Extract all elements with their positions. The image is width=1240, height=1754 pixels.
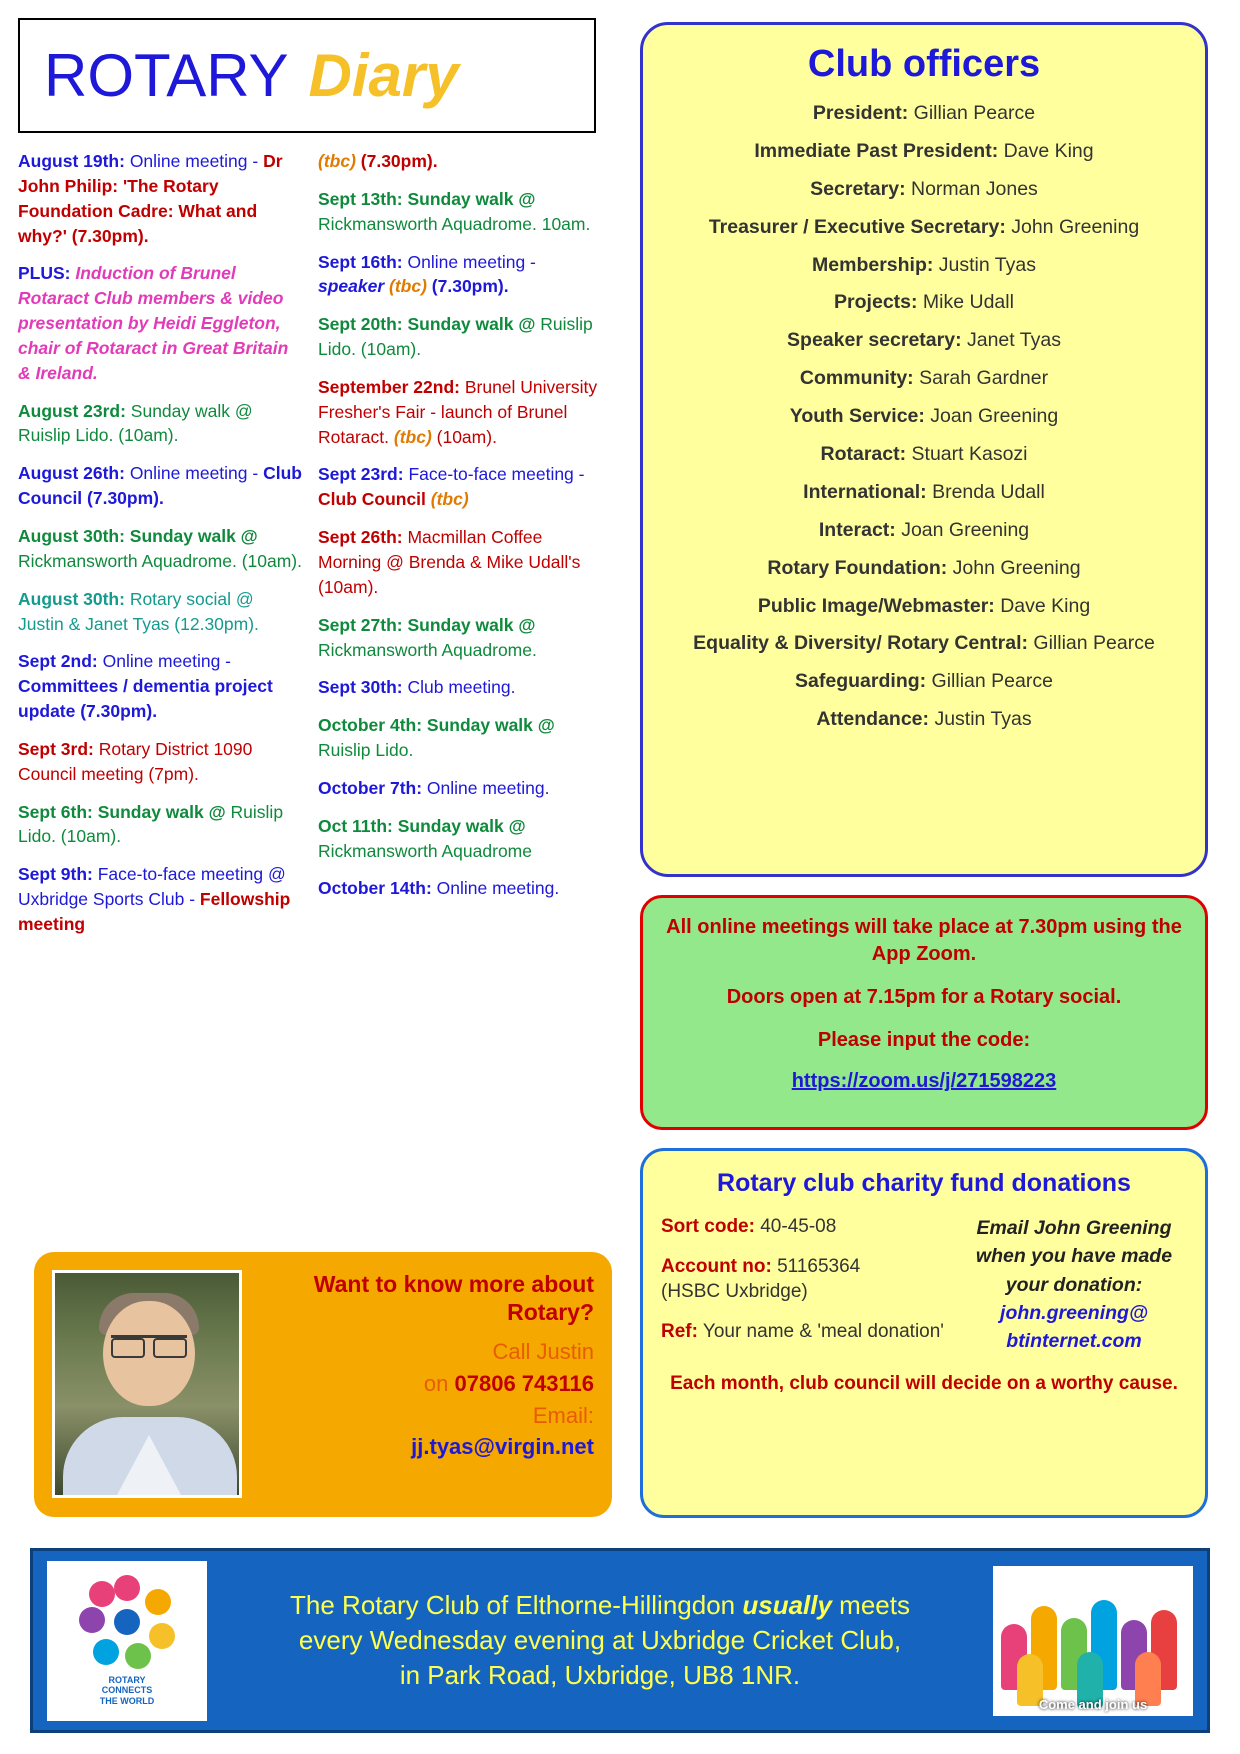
- diary-entry-text: (tbc): [389, 276, 427, 297]
- officer-name: Justin Tyas: [929, 708, 1032, 731]
- diary-entry-text: August 23rd:: [18, 400, 126, 421]
- logo-caption-1: ROTARY: [108, 1674, 146, 1685]
- diary-entry-text: Dr John Philip: 'The Rotary Foundation Cadre: What and why?' (7.30pm).: [18, 151, 283, 246]
- diary-entry: [18, 737, 304, 787]
- diary-entry-text: October 4th: Sunday walk @: [318, 715, 555, 736]
- officer-role: Public Image/Webmaster:: [757, 594, 995, 617]
- officer-name: John Greening: [947, 556, 1081, 579]
- diary-entry-text: Face-to-face meeting @ Uxbridge Sports Club -: [18, 864, 286, 910]
- diary-entry-text: Ruislip Lido. (10am).: [18, 801, 284, 847]
- officer-role: Safeguarding:: [795, 670, 927, 693]
- officer-role: Attendance:: [816, 708, 930, 731]
- diary-entry: [18, 649, 304, 724]
- donations-footer: Each month, club council will decide on a worthy cause.: [670, 1372, 1178, 1394]
- officer-row: [661, 595, 1187, 618]
- diary-entry-text: Sept 3rd:: [18, 738, 94, 759]
- officer-name: Stuart Kasozi: [906, 443, 1028, 466]
- account-line: [661, 1254, 951, 1305]
- donation-email-note: Email John Greening when you have made your donation:: [975, 1217, 1173, 1296]
- diary-entry-text: (10am).: [431, 426, 497, 447]
- diary-entry-text: Rotary District 1090 Council meeting (7pm).: [18, 738, 253, 784]
- diary-entry-text: Ruislip Lido.: [318, 740, 414, 761]
- diary-entry-text: Online meeting -: [402, 251, 536, 272]
- officer-role: Treasurer / Executive Secretary:: [708, 215, 1006, 238]
- diary-entry-text: August 26th:: [18, 463, 125, 484]
- officer-role: President:: [812, 102, 909, 124]
- officer-role: Speaker secretary:: [787, 329, 962, 352]
- diary-entry: [18, 461, 304, 511]
- diary-column-2: [318, 149, 604, 950]
- officer-row: [661, 557, 1187, 580]
- officer-role: Rotary Foundation:: [767, 556, 948, 579]
- diary-entry: [318, 776, 604, 801]
- donations-panel: [640, 1148, 1208, 1518]
- officer-name: Gillian Pearce: [926, 670, 1053, 693]
- officer-row: [661, 519, 1187, 542]
- contact-call: Call Justin: [492, 1339, 594, 1365]
- officer-name: Brenda Udall: [926, 480, 1045, 503]
- diary-entry-text: Fellowship meeting: [18, 889, 291, 934]
- diary-entry-text: Club meeting.: [402, 677, 516, 698]
- diary-entry-text: Club Council: [318, 489, 431, 510]
- officer-name: Dave King: [998, 139, 1094, 162]
- contact-phone[interactable]: 07806 743116: [454, 1370, 594, 1396]
- diary-entry-text: Sept 26th:: [318, 527, 403, 548]
- officer-name: Norman Jones: [905, 177, 1038, 200]
- title-diary: Diary: [308, 42, 459, 109]
- contact-heading: Want to know more about Rotary?: [313, 1271, 594, 1326]
- footer-line3: in Park Road, Uxbridge, UB8 1NR.: [399, 1660, 801, 1691]
- officer-row: [661, 670, 1187, 693]
- diary-entry-text: Sept 2nd:: [18, 651, 98, 672]
- diary-entry-text: Sept 6th: Sunday walk @: [18, 801, 231, 822]
- diary-entry-text: Oct 11th: Sunday walk @: [318, 815, 526, 836]
- diary-entry-text: Sept 16th:: [318, 251, 403, 272]
- diary-entry: [318, 814, 604, 864]
- diary-entry-text: (7.30pm).: [426, 276, 509, 297]
- ref-line: [661, 1319, 951, 1345]
- rotary-logo: [47, 1561, 207, 1721]
- diary-entry-text: Sunday walk @ Ruislip Lido. (10am).: [18, 400, 253, 446]
- sort-code-value: 40-45-08: [754, 1216, 837, 1237]
- ref-label: Ref:: [661, 1320, 698, 1342]
- officer-name: Gillian Pearce: [908, 102, 1036, 124]
- diary-entry-text: Online meeting -: [124, 151, 264, 171]
- diary-entry: [318, 187, 604, 237]
- footer-banner: [30, 1548, 1210, 1733]
- footer-usually: usually: [742, 1589, 832, 1620]
- diary-entry: [18, 862, 304, 937]
- logo-caption-2: CONNECTS: [101, 1685, 153, 1696]
- diary-entry-text: August 19th:: [18, 151, 125, 171]
- contact-panel: [34, 1252, 612, 1517]
- officer-name: Justin Tyas: [933, 253, 1036, 276]
- title-rotary: ROTARY: [44, 42, 289, 109]
- ref-value: Your name & 'meal donation': [697, 1320, 944, 1342]
- diary-entry-text: Sept 13th: Sunday walk @: [318, 188, 536, 209]
- officer-row: [661, 216, 1187, 239]
- officer-name: Mike Udall: [917, 291, 1014, 314]
- footer-line1b: meets: [831, 1589, 910, 1620]
- diary-entry-text: Committees / dementia project update (7.30pm).: [18, 676, 273, 722]
- officer-name: John Greening: [1005, 215, 1140, 238]
- zoom-line-1: All online meetings will take place at 7.30pm using the App Zoom.: [666, 916, 1182, 965]
- officer-name: Joan Greening: [924, 405, 1059, 428]
- officer-row: [661, 291, 1187, 314]
- bank-name: (HSBC Uxbridge): [661, 1281, 808, 1303]
- diary-entry: [318, 149, 604, 174]
- club-officers-panel: [640, 22, 1208, 877]
- sort-code-line: [661, 1214, 951, 1240]
- officer-role: Immediate Past President:: [754, 139, 999, 162]
- diary-entry: [18, 149, 304, 248]
- diary-entry: [318, 375, 604, 450]
- diary-entry: [318, 462, 604, 512]
- officer-row: [661, 632, 1187, 655]
- donation-email-line2[interactable]: btinternet.com: [1006, 1330, 1142, 1353]
- diary-entry-text: Sept 27th: Sunday walk @: [318, 614, 536, 635]
- diary-entry-text: August 30th: Sunday walk @: [18, 525, 258, 546]
- diary-entry: [318, 525, 604, 600]
- officer-name: Dave King: [994, 594, 1091, 617]
- page-title: [18, 18, 596, 133]
- club-officers-title: Club officers: [807, 43, 1041, 85]
- diary-entry-text: September 22nd:: [318, 376, 460, 397]
- contact-email-label: Email:: [532, 1402, 594, 1428]
- officer-row: [661, 102, 1187, 125]
- diary-entry-text: Online meeting -: [97, 651, 231, 672]
- diary-entry: [18, 800, 304, 850]
- diary-entry-text: Macmillan Coffee Morning @ Brenda & Mike Udall's (10am).: [318, 527, 581, 597]
- zoom-line-2: Doors open at 7.15pm for a Rotary social.: [726, 986, 1122, 1008]
- diary-entry-text: Online meeting.: [431, 878, 560, 899]
- diary-entry: [318, 713, 604, 763]
- officer-name: Joan Greening: [895, 518, 1030, 541]
- logo-caption-3: THE WORLD: [99, 1695, 155, 1706]
- diary-entry-text: August 30th:: [18, 588, 125, 609]
- officer-row: [661, 367, 1187, 390]
- diary-entry-text: Brunel University Fresher's Fair - launch of Brunel Rotaract.: [318, 376, 598, 447]
- diary-entry-text: Club Council (7.30pm).: [18, 463, 302, 509]
- contact-phone-line: [258, 1368, 594, 1400]
- diary-entry-text: Rickmansworth Aquadrome.: [318, 639, 537, 660]
- account-label: Account no:: [661, 1255, 772, 1277]
- diary-entry: [318, 250, 604, 300]
- diary-entry-text: Induction of Brunel Rotaract Club members & video presentation by Heidi Eggleton, chair of Rotaract in Great Britain & Ireland.: [18, 263, 289, 383]
- footer-text: [207, 1588, 993, 1693]
- diary-entry-text: Online meeting.: [422, 777, 550, 798]
- diary-entry-text: Online meeting -: [124, 463, 264, 484]
- diary-entry-text: Sept 20th: Sunday walk @: [318, 314, 541, 335]
- member-photo: [52, 1270, 242, 1498]
- officer-row: [661, 481, 1187, 504]
- officer-role: Membership:: [812, 253, 934, 276]
- rotary-wheel-icon: [79, 1575, 175, 1671]
- diary-entry: [318, 312, 604, 362]
- contact-email[interactable]: jj.tyas@virgin.net: [411, 1433, 594, 1459]
- diary-entry-text: Rickmansworth Aquadrome. (10am).: [18, 550, 302, 571]
- diary-entry: [318, 876, 604, 901]
- diary-entry-text: (tbc): [318, 151, 356, 171]
- officer-role: Equality & Diversity/ Rotary Central:: [693, 632, 1029, 655]
- diary-entry-text: Rotary social @ Justin & Janet Tyas (12.30pm).: [18, 588, 259, 634]
- sort-code-label: Sort code:: [661, 1216, 755, 1237]
- diary-entry: [18, 261, 304, 385]
- diary-entry-text: Rickmansworth Aquadrome. 10am.: [318, 213, 591, 234]
- diary-entry: [18, 399, 304, 449]
- officer-row: [661, 443, 1187, 466]
- diary-entry-text: Sept 23rd:: [318, 464, 404, 485]
- diary-entry-text: Sept 9th:: [18, 864, 93, 885]
- officer-role: Interact:: [818, 518, 896, 541]
- footer-line2: every Wednesday evening at Uxbridge Cricket Club,: [298, 1624, 902, 1655]
- zoom-notice-panel: [640, 895, 1208, 1130]
- hands-image: [993, 1566, 1193, 1716]
- officer-name: Gillian Pearce: [1028, 632, 1155, 655]
- diary-entry: [18, 524, 304, 574]
- diary-entry-text: October 7th:: [318, 777, 423, 798]
- diary-entry-text: (tbc): [393, 426, 432, 447]
- officer-row: [661, 254, 1187, 277]
- officer-role: Community:: [799, 367, 914, 390]
- diary-section: [18, 18, 626, 950]
- zoom-link[interactable]: https://zoom.us/j/271598223: [791, 1070, 1057, 1092]
- diary-entry-text: October 14th:: [318, 878, 432, 899]
- officer-name: Sarah Gardner: [913, 367, 1049, 390]
- diary-entry: [18, 587, 304, 637]
- officer-role: Secretary:: [810, 177, 906, 200]
- officer-row: [661, 140, 1187, 163]
- diary-entry-text: PLUS:: [18, 263, 76, 284]
- diary-entry-text: (tbc): [430, 489, 469, 510]
- diary-entry-text: speaker: [318, 276, 390, 297]
- officer-role: Youth Service:: [789, 405, 925, 428]
- diary-entry-text: Face-to-face meeting -: [403, 464, 585, 485]
- officer-name: Janet Tyas: [961, 329, 1061, 352]
- diary-entry: [318, 675, 604, 700]
- officer-row: [661, 178, 1187, 201]
- officer-role: Rotaract:: [820, 443, 907, 466]
- diary-entry-text: (7.30pm).: [355, 151, 438, 171]
- donation-email-line1[interactable]: john.greening@: [1000, 1301, 1148, 1324]
- contact-on-label: on: [423, 1370, 455, 1396]
- diary-column-1: [18, 149, 304, 950]
- diary-entry: [318, 613, 604, 663]
- officer-row: [661, 329, 1187, 352]
- diary-entry-text: Sept 30th:: [318, 677, 403, 698]
- account-value: 51165364: [771, 1255, 861, 1277]
- hands-caption: Come and join us: [1038, 1696, 1148, 1712]
- zoom-line-3: Please input the code:: [817, 1029, 1031, 1051]
- officer-row: [661, 405, 1187, 428]
- donations-title: Rotary club charity fund donations: [717, 1169, 1131, 1197]
- diary-entry-text: Ruislip Lido. (10am).: [318, 314, 593, 360]
- diary-entry-text: Rickmansworth Aquadrome: [318, 840, 532, 861]
- officer-role: International:: [803, 480, 927, 503]
- footer-line1a: The Rotary Club of Elthorne-Hillingdon: [290, 1589, 743, 1620]
- officer-role: Projects:: [834, 291, 918, 314]
- club-officers-list: [661, 102, 1187, 732]
- officer-row: [661, 708, 1187, 731]
